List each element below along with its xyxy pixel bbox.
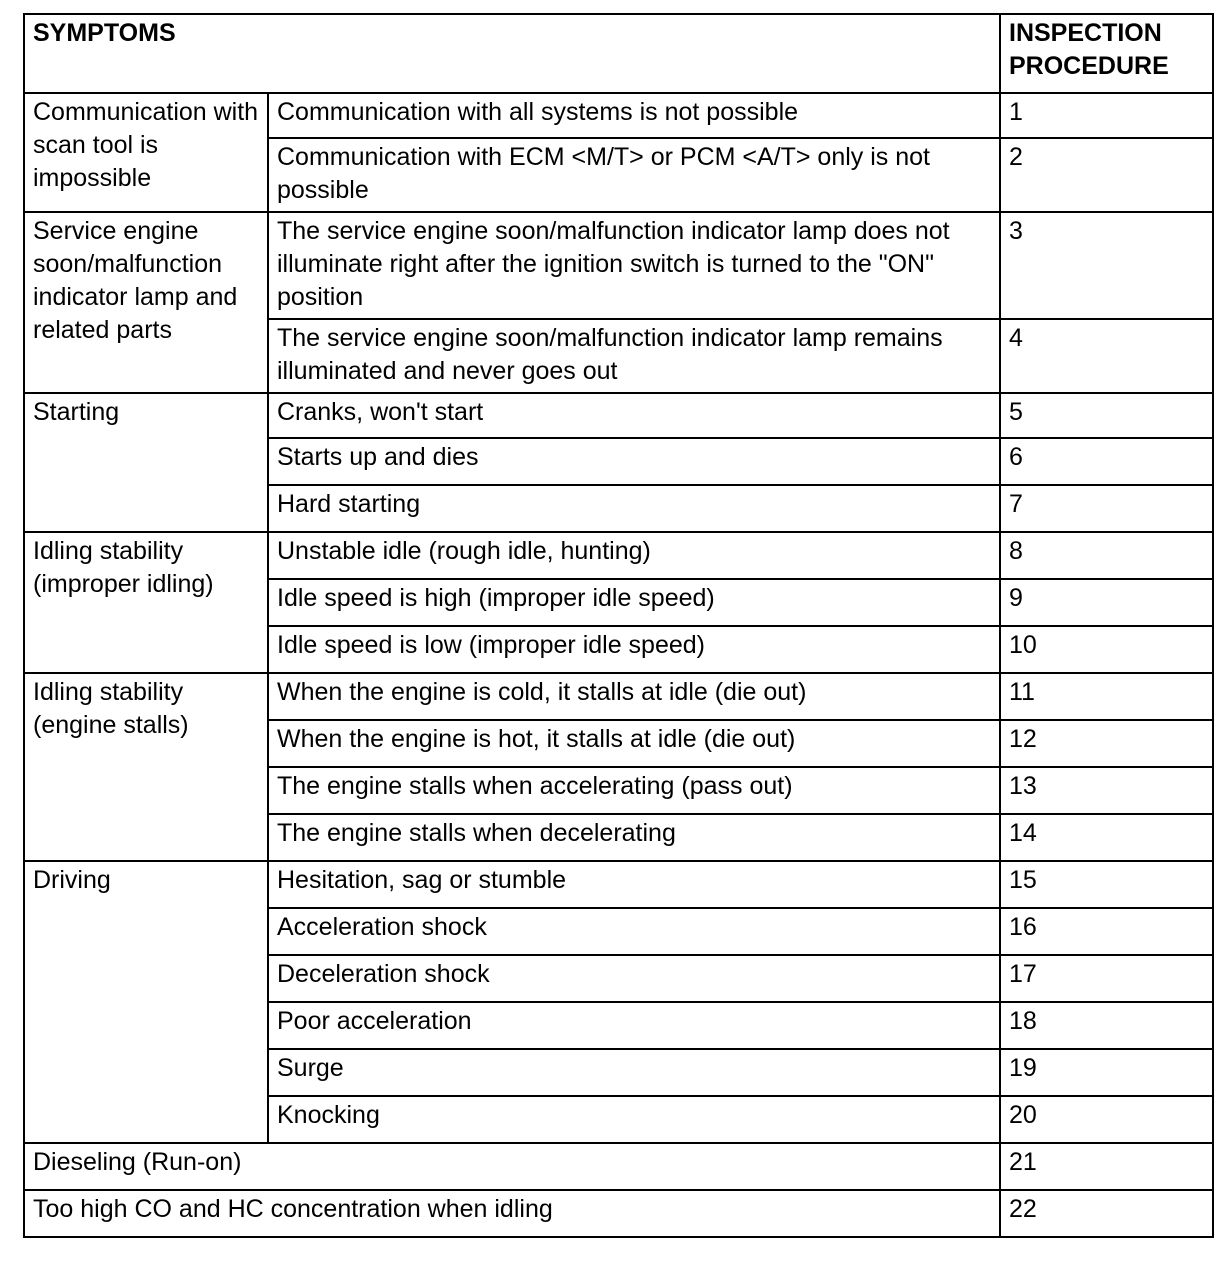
procedure-cell: 9 xyxy=(1000,579,1213,626)
procedure-cell: 20 xyxy=(1000,1096,1213,1143)
procedure-cell: 1 xyxy=(1000,93,1213,138)
symptom-cell: Poor acceleration xyxy=(268,1002,1000,1049)
symptoms-header: SYMPTOMS xyxy=(24,14,1000,93)
procedure-cell: 16 xyxy=(1000,908,1213,955)
group-lamp: Service engine soon/malfunction indicator lamp and related parts xyxy=(24,212,268,393)
symptom-cell: Unstable idle (rough idle, hunting) xyxy=(268,532,1000,579)
group-idling-stalls: Idling stability (engine stalls) xyxy=(24,673,268,861)
symptom-cell: Idle speed is low (improper idle speed) xyxy=(268,626,1000,673)
table-header-row xyxy=(24,14,1213,93)
symptom-cell: Deceleration shock xyxy=(268,955,1000,1002)
symptom-table xyxy=(23,13,1214,1238)
group-driving: Driving xyxy=(24,861,268,1143)
table-row xyxy=(24,1143,1213,1190)
symptom-cell: The service engine soon/malfunction indicator lamp does not illuminate right after the ignition switch is turned to the "ON" position xyxy=(268,212,1000,319)
symptom-cell: Starts up and dies xyxy=(268,438,1000,485)
procedure-cell: 2 xyxy=(1000,138,1213,212)
group-idling-improper: Idling stability (improper idling) xyxy=(24,532,268,673)
symptom-cell: Communication with all systems is not possible xyxy=(268,93,1000,138)
symptom-cell: When the engine is hot, it stalls at idle (die out) xyxy=(268,720,1000,767)
symptom-cell: The engine stalls when decelerating xyxy=(268,814,1000,861)
table-row xyxy=(24,861,1213,908)
symptom-cell: Acceleration shock xyxy=(268,908,1000,955)
procedure-cell: 21 xyxy=(1000,1143,1213,1190)
procedure-cell: 10 xyxy=(1000,626,1213,673)
procedure-cell: 18 xyxy=(1000,1002,1213,1049)
group-communication: Communication with scan tool is impossible xyxy=(24,93,268,212)
symptom-cell: When the engine is cold, it stalls at idle (die out) xyxy=(268,673,1000,720)
symptom-cell: Idle speed is high (improper idle speed) xyxy=(268,579,1000,626)
document-page xyxy=(23,13,1214,1238)
table-row xyxy=(24,1190,1213,1237)
procedure-cell: 7 xyxy=(1000,485,1213,532)
procedure-cell: 6 xyxy=(1000,438,1213,485)
procedure-cell: 8 xyxy=(1000,532,1213,579)
symptom-cell: Hesitation, sag or stumble xyxy=(268,861,1000,908)
procedure-cell: 22 xyxy=(1000,1190,1213,1237)
procedure-cell: 14 xyxy=(1000,814,1213,861)
symptom-cell: The engine stalls when accelerating (pass out) xyxy=(268,767,1000,814)
symptom-cell: Cranks, won't start xyxy=(268,393,1000,438)
symptom-cell: Communication with ECM <M/T> or PCM <A/T> only is not possible xyxy=(268,138,1000,212)
symptom-cell: Knocking xyxy=(268,1096,1000,1143)
procedure-cell: 5 xyxy=(1000,393,1213,438)
symptom-cell: Too high CO and HC concentration when idling xyxy=(24,1190,1000,1237)
symptom-cell: Dieseling (Run-on) xyxy=(24,1143,1000,1190)
table-row xyxy=(24,532,1213,579)
symptom-cell: The service engine soon/malfunction indicator lamp remains illuminated and never goes out xyxy=(268,319,1000,393)
procedure-cell: 11 xyxy=(1000,673,1213,720)
procedure-cell: 13 xyxy=(1000,767,1213,814)
procedure-header-line2: PROCEDURE xyxy=(1009,52,1169,80)
table-row xyxy=(24,212,1213,319)
procedure-cell: 19 xyxy=(1000,1049,1213,1096)
symptom-cell: Hard starting xyxy=(268,485,1000,532)
procedure-header-line1: INSPECTION xyxy=(1009,19,1162,47)
procedure-cell: 3 xyxy=(1000,212,1213,319)
procedure-cell: 15 xyxy=(1000,861,1213,908)
procedure-cell: 4 xyxy=(1000,319,1213,393)
procedure-cell: 12 xyxy=(1000,720,1213,767)
group-starting: Starting xyxy=(24,393,268,532)
symptom-cell: Surge xyxy=(268,1049,1000,1096)
table-row xyxy=(24,393,1213,438)
procedure-cell: 17 xyxy=(1000,955,1213,1002)
table-row xyxy=(24,673,1213,720)
inspection-procedure-header xyxy=(1000,14,1213,93)
table-row xyxy=(24,93,1213,138)
